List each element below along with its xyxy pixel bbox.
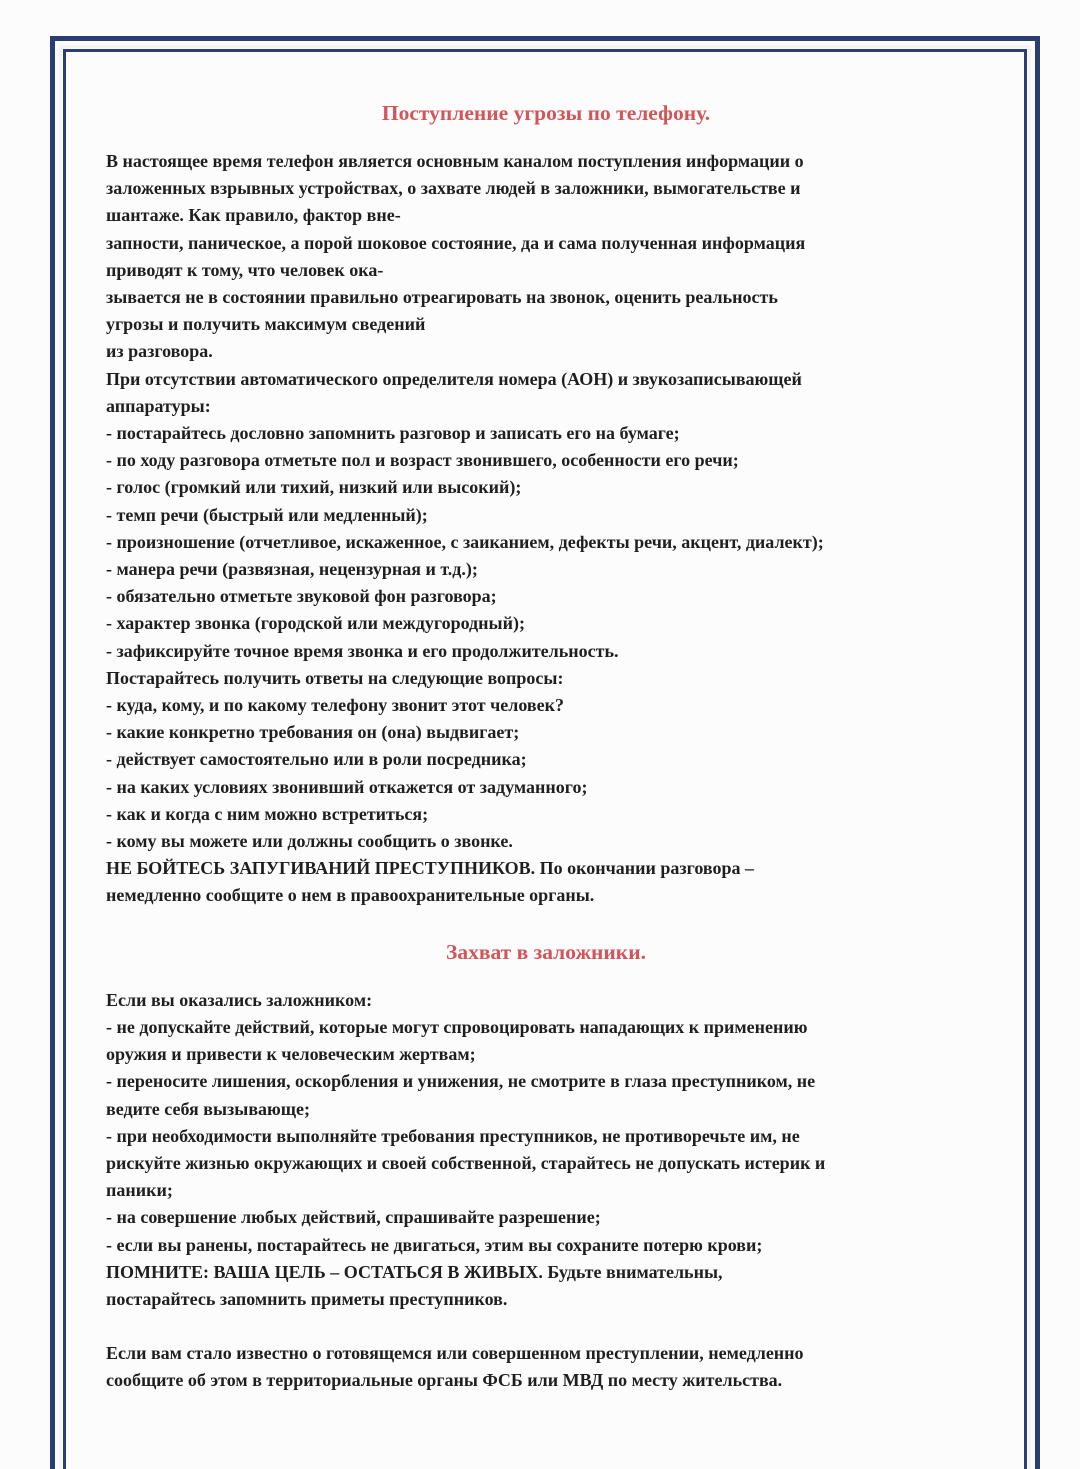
text-line: ведите себя вызывающе; (106, 1098, 310, 1119)
list-item: - по ходу разговора отметьте пол и возраст звонившего, особенности его речи; (106, 450, 739, 471)
text-line: паники; (106, 1180, 173, 1201)
list-item: - характер звонка (городской или междугородный); (106, 613, 525, 634)
closing-line: сообщите об этом в территориальные органы ФСБ или МВД по месту жительства. (106, 1370, 783, 1391)
text-line: приводят к тому, что человек ока- (106, 259, 384, 280)
list-item: - манера речи (развязная, нецензурная и т.д.); (106, 559, 478, 580)
text-line: запности, паническое, а порой шоковое состояние, да и сама полученная информация (106, 232, 806, 253)
section-hostage-body (106, 987, 986, 1395)
closing-line: Если вам стало известно о готовящемся или совершенном преступлении, немедленно (106, 1343, 804, 1364)
list-item: - переносите лишения, оскорбления и унижения, не смотрите в глаза преступником, не (106, 1071, 816, 1092)
text-line: из разговора. (106, 341, 213, 362)
text-line: Постарайтесь получить ответы на следующие вопросы: (106, 667, 564, 688)
text-line: рискуйте жизнью окружающих и своей собственной, старайтесь не допускать истерик и (106, 1152, 826, 1173)
document-content (106, 98, 986, 1395)
list-item: - голос (громкий или тихий, низкий или высокий); (106, 477, 522, 498)
list-item: - темп речи (быстрый или медленный); (106, 504, 428, 525)
text-line: заложенных взрывных устройствах, о захвате людей в заложники, вымогательстве и (106, 178, 801, 199)
list-item: - на совершение любых действий, спрашивайте разрешение; (106, 1207, 601, 1228)
section-phone-threat-body (106, 148, 986, 910)
paragraph-spacer (106, 1313, 986, 1340)
section-title-phone-threat: Поступление угрозы по телефону. (381, 101, 711, 125)
text-line: зывается не в состоянии правильно отреагировать на звонок, оценить реальность (106, 287, 778, 308)
text-line: шантаже. Как правило, фактор вне- (106, 205, 401, 226)
warning-line: ПОМНИТЕ: ВАША ЦЕЛЬ – ОСТАТЬСЯ В ЖИВЫХ. Будьте внимательны, (106, 1261, 723, 1282)
list-item: - как и когда с ним можно встретиться; (106, 803, 429, 824)
text-line: угрозы и получить максимум сведений (106, 314, 426, 335)
list-item: - куда, кому, и по какому телефону звонит этот человек? (106, 695, 564, 716)
text-line: немедленно сообщите о нем в правоохранительные органы. (106, 885, 595, 906)
section-title-hostage: Захват в заложники. (446, 939, 646, 964)
text-line: аппаратуры: (106, 395, 211, 416)
list-item: - произношение (отчетливое, искаженное, с заиканием, дефекты речи, акцент, диалект); (106, 531, 824, 552)
list-item: - зафиксируйте точное время звонка и его продолжительность. (106, 640, 619, 661)
list-item: - на каких условиях звонивший откажется от задуманного; (106, 776, 588, 797)
list-item: - какие конкретно требования он (она) выдвигает; (106, 722, 520, 743)
list-item: - обязательно отметьте звуковой фон разговора; (106, 586, 497, 607)
warning-line: НЕ БОЙТЕСЬ ЗАПУГИВАНИЙ ПРЕСТУПНИКОВ. По окончании разговора – (106, 858, 755, 879)
list-item: - при необходимости выполняйте требования преступников, не противоречьте им, не (106, 1125, 800, 1146)
text-line: При отсутствии автоматического определителя номера (АОН) и звукозаписывающей (106, 368, 802, 389)
list-item: - кому вы можете или должны сообщить о звонке. (106, 831, 513, 852)
text-line: оружия и привести к человеческим жертвам; (106, 1044, 476, 1065)
list-item: - не допускайте действий, которые могут спровоцировать нападающих к применению (106, 1016, 808, 1037)
list-item: - если вы ранены, постарайтесь не двигаться, этим вы сохраните потерю крови; (106, 1234, 763, 1255)
text-line: постарайтесь запомнить приметы преступников. (106, 1288, 508, 1309)
text-line: Если вы оказались заложником: (106, 989, 373, 1010)
text-line: В настоящее время телефон является основным каналом поступления информации о (106, 151, 804, 171)
list-item: - действует самостоятельно или в роли посредника; (106, 749, 527, 770)
list-item: - постарайтесь дословно запомнить разговор и записать его на бумаге; (106, 423, 680, 444)
